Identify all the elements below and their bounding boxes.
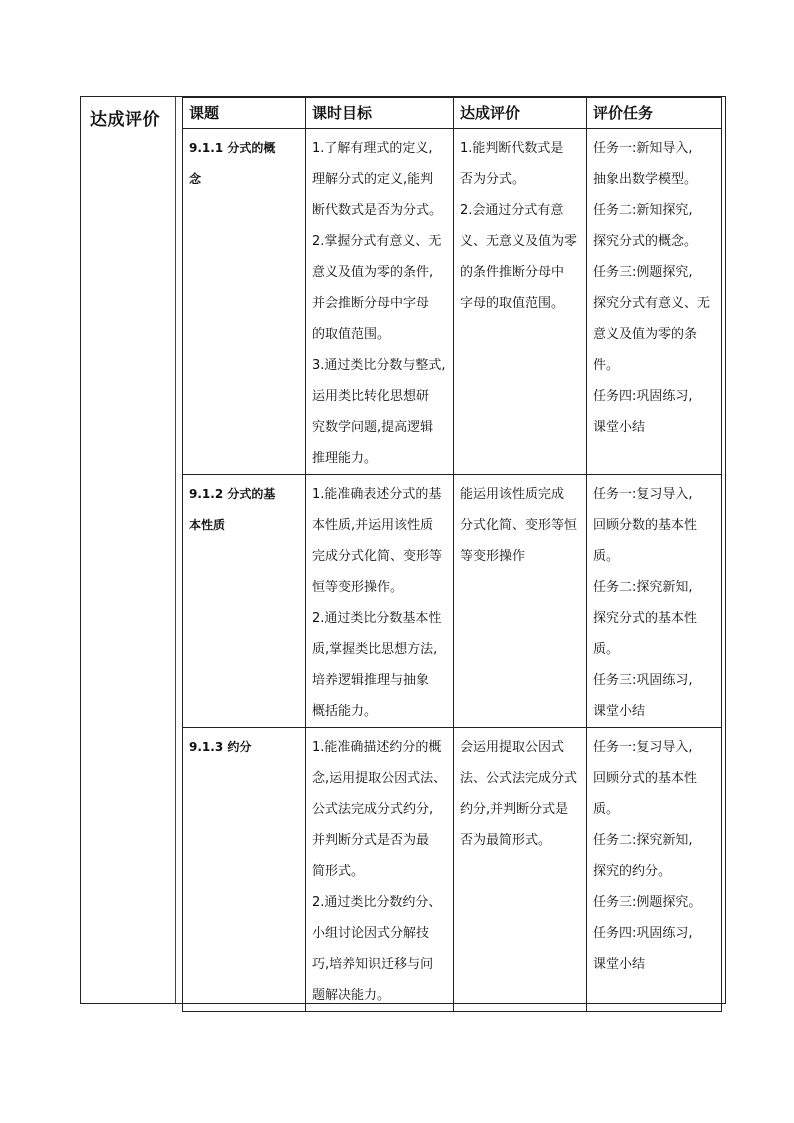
topic-line: 9.1.1 分式的概 (189, 141, 276, 155)
tasks-line: 抽象出数学模型。 (593, 172, 698, 187)
evaluation-line: 等变形操作 (460, 549, 526, 564)
goals-line: 质,掌握类比思想方法, (312, 642, 438, 657)
topic-cell (183, 129, 306, 475)
topic-cell (183, 728, 306, 1012)
tasks-cell (587, 475, 722, 728)
section-title: 达成评价 (90, 110, 160, 130)
tasks-line: 任务一:复习导入, (593, 487, 693, 502)
evaluation-line: 法、公式法完成分式 (460, 771, 578, 786)
table-body (183, 129, 722, 1012)
tasks-line: 课堂小结 (593, 957, 646, 972)
evaluation-line: 会运用提取公因式 (460, 740, 565, 755)
tasks-line: 质。 (593, 642, 620, 657)
goals-line: 意义及值为零的条件, (312, 265, 434, 280)
table-row (183, 129, 722, 475)
goals-line: 恒等变形操作。 (312, 580, 404, 595)
evaluation-line: 约分,并判断分式是 (460, 802, 569, 817)
topic-line: 9.1.2 分式的基 (189, 487, 276, 501)
tasks-line: 探究分式的概念。 (593, 234, 698, 249)
tasks-line: 回顾分数的基本性 (593, 518, 698, 533)
tasks-line: 意义及值为零的条 (593, 327, 698, 342)
evaluation-line: 的条件推断分母中 (460, 265, 565, 280)
goals-line: 题解决能力。 (312, 988, 391, 1003)
tasks-line: 任务四:巩固练习, (593, 926, 693, 941)
goals-line: 运用类比转化思想研 (312, 389, 430, 404)
topic-cell (183, 475, 306, 728)
goals-line: 2.通过类比分数基本性 (312, 611, 442, 626)
evaluation-table (182, 97, 722, 1012)
goals-line: 完成分式化简、变形等 (312, 549, 443, 564)
goals-line: 概括能力。 (312, 704, 378, 719)
evaluation-line: 义、无意义及值为零 (460, 234, 578, 249)
goals-line: 1.了解有理式的定义, (312, 141, 433, 156)
header-tasks: 评价任务 (587, 98, 722, 129)
tasks-line: 课堂小结 (593, 420, 646, 435)
goals-line: 2.通过类比分数约分、 (312, 895, 442, 910)
goals-line: 究数学问题,提高逻辑 (312, 420, 434, 435)
header-evaluation: 达成评价 (454, 98, 587, 129)
evaluation-line: 否为最简形式。 (460, 833, 552, 848)
tasks-line: 回顾分式的基本性 (593, 771, 698, 786)
goals-line: 培养逻辑推理与抽象 (312, 673, 430, 688)
goals-line: 断代数式是否为分式。 (312, 203, 443, 218)
tasks-cell (587, 129, 722, 475)
evaluation-line: 2.会通过分式有意 (460, 203, 564, 218)
tasks-line: 任务三:例题探究。 (593, 895, 702, 910)
evaluation-cell (454, 728, 587, 1012)
evaluation-cell (454, 129, 587, 475)
tasks-line: 任务一:新知导入, (593, 141, 693, 156)
tasks-line: 任务二:新知探究, (593, 203, 693, 218)
evaluation-line: 分式化简、变形等恒 (460, 518, 578, 533)
tasks-line: 件。 (593, 358, 620, 373)
goals-cell (306, 475, 454, 728)
column-divider (175, 97, 176, 1003)
goals-cell (306, 728, 454, 1012)
goals-line: 公式法完成分式约分, (312, 802, 434, 817)
goals-line: 巧,培养知识迁移与问 (312, 957, 434, 972)
tasks-line: 探究分式的基本性 (593, 611, 698, 626)
goals-line: 1.能准确描述约分的概 (312, 740, 442, 755)
tasks-line: 质。 (593, 549, 620, 564)
goals-line: 并会推断分母中字母 (312, 296, 430, 311)
goals-line: 的取值范围。 (312, 327, 391, 342)
tasks-line: 任务一:复习导入, (593, 740, 693, 755)
goals-line: 并判断分式是否为最 (312, 833, 430, 848)
goals-line: 推理能力。 (312, 451, 378, 466)
header-topic: 课题 (183, 98, 306, 129)
topic-line: 本性质 (189, 518, 226, 532)
table-header-row (183, 98, 722, 129)
evaluation-cell (454, 475, 587, 728)
topic-line: 9.1.3 约分 (189, 740, 252, 754)
goals-line: 理解分式的定义,能判 (312, 172, 434, 187)
evaluation-line: 能运用该性质完成 (460, 487, 565, 502)
goals-line: 2.掌握分式有意义、无 (312, 234, 442, 249)
tasks-line: 任务四:巩固练习, (593, 389, 693, 404)
topic-line: 念 (189, 172, 202, 186)
header-goals: 课时目标 (306, 98, 454, 129)
evaluation-section (80, 96, 726, 1004)
tasks-cell (587, 728, 722, 1012)
evaluation-line: 否为分式。 (460, 172, 526, 187)
tasks-line: 任务三:巩固练习, (593, 673, 693, 688)
tasks-line: 探究的约分。 (593, 864, 672, 879)
evaluation-line: 1.能判断代数式是 (460, 141, 564, 156)
tasks-line: 质。 (593, 802, 620, 817)
goals-cell (306, 129, 454, 475)
tasks-line: 任务二:探究新知, (593, 580, 693, 595)
tasks-line: 任务二:探究新知, (593, 833, 693, 848)
tasks-line: 课堂小结 (593, 704, 646, 719)
tasks-line: 任务三:例题探究, (593, 265, 693, 280)
goals-line: 本性质,并运用该性质 (312, 518, 434, 533)
goals-line: 3.通过类比分数与整式, (312, 358, 446, 373)
goals-line: 小组讨论因式分解技 (312, 926, 430, 941)
tasks-line: 探究分式有意义、无 (593, 296, 711, 311)
goals-line: 念,运用提取公因式法、 (312, 771, 447, 786)
goals-line: 简形式。 (312, 864, 365, 879)
table-row (183, 728, 722, 1012)
goals-line: 1.能准确表述分式的基 (312, 487, 442, 502)
evaluation-line: 字母的取值范围。 (460, 296, 565, 311)
table-row (183, 475, 722, 728)
